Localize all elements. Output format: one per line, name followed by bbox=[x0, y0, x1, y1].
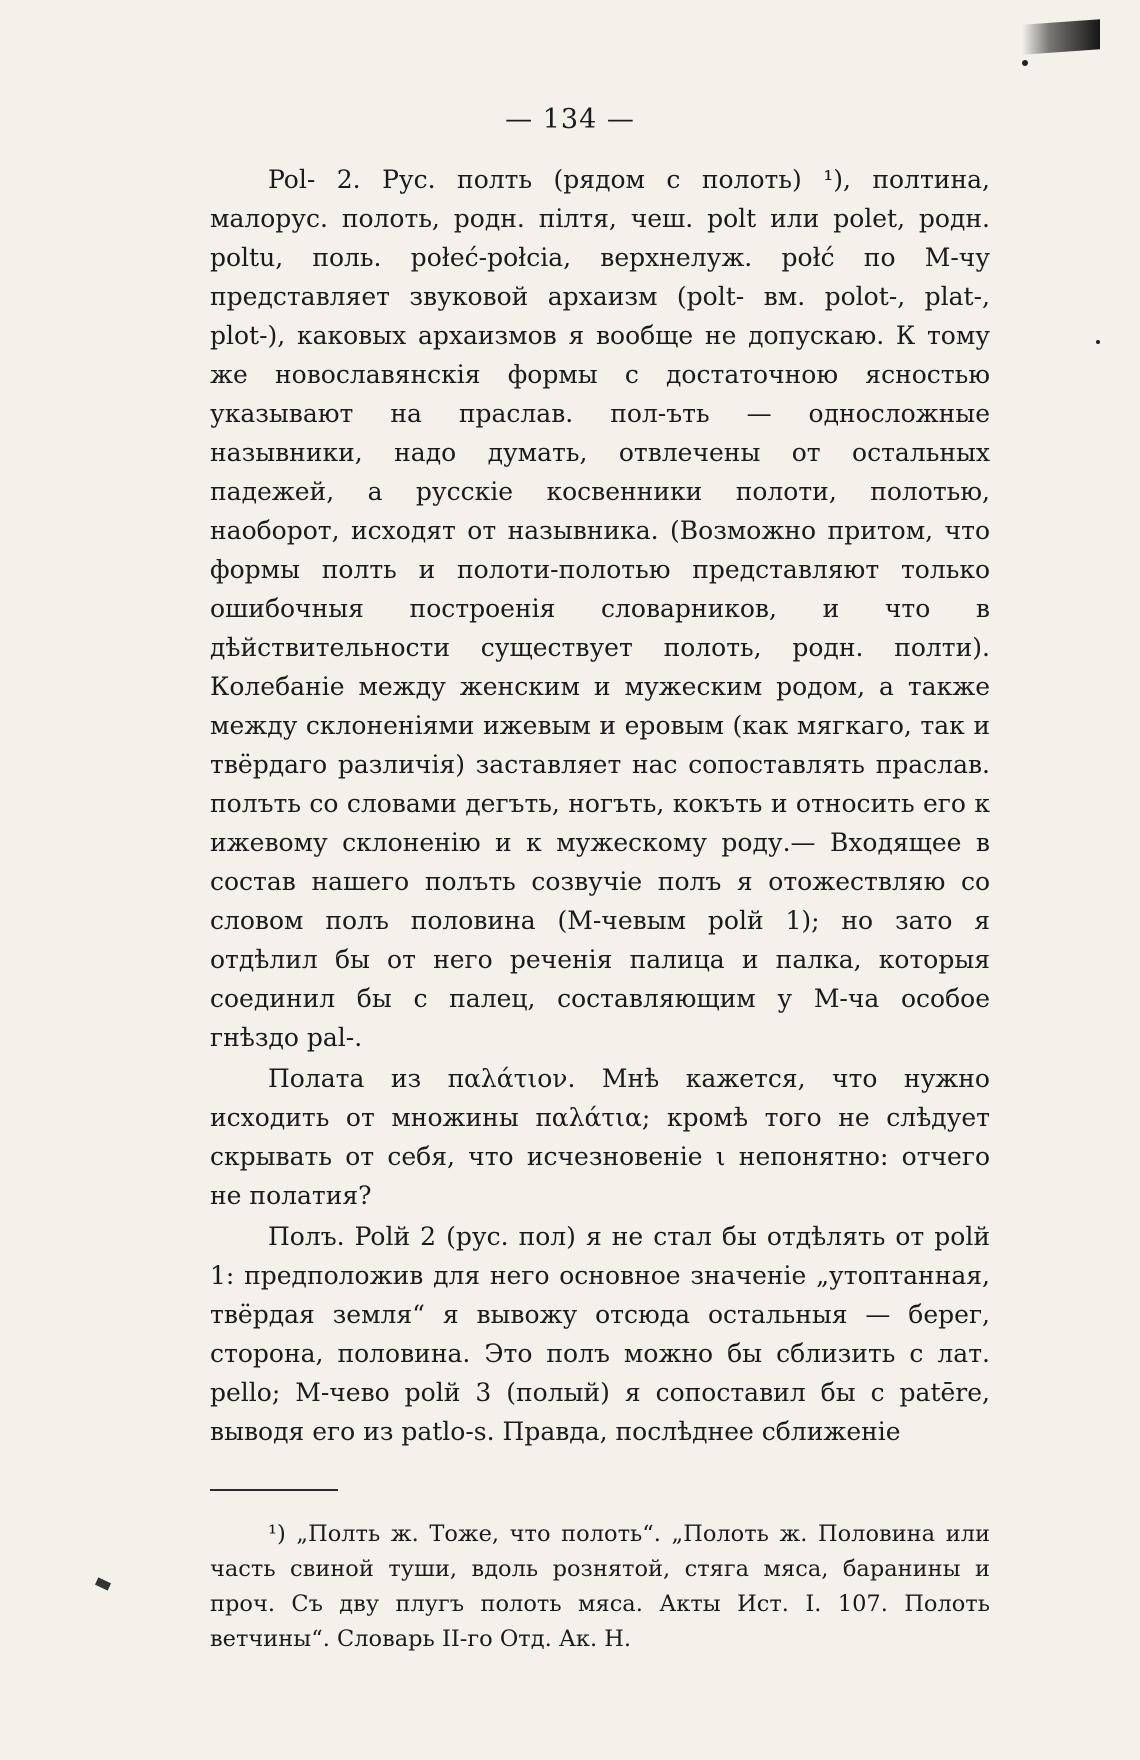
scan-artifact-dot bbox=[1096, 340, 1100, 344]
scan-artifact-bottom bbox=[95, 1577, 111, 1590]
paragraph-pol-2: Pol- 2. Рус. полть (рядом с полоть) ¹), полтина, малорус. полоть, родн. пiлтя, чеш. polt или polet, родн. poltu, поль. połeć-połcia, верхнелуж. połć по М-чу представляет звуковой архаизм (polt- вм. polot-, plat-, plot-), каковых архаизмов я вообще не допускаю. К тому же новославянскiя формы с достаточною ясностью указывают на праслав. пол-ъть — односложные назывники, надо думать, отвлечены от остальных падежей, а русскiе косвенники полоти, полотью, наоборот, исходят от назывника. (Возможно притом, что формы полть и полоти-полотью представляют только ошибочныя построенiя словарников, и что в дѣйствительности существует полоть, родн. полти). Колебанiе между женским и мужеским родом, а также между склоненiями ижевым и еровым (как мягкаго, так и твёрдаго различiя) заставляет нас сопоставлять праслав. полъть со словами дегъть, ногъть, кокъть и относить его к ижевому склоненiю и к мужескому роду.— Входящее в состав нашего полъть созвучiе полъ я отожествляю со словом полъ половина (М-чевым polй 1); но зато я отдѣлил бы от него реченiя палица и палка, которыя соединил бы с палец, составляющим у М-ча особое гнѣздо pal-. bbox=[210, 165, 990, 1052]
scan-artifact-top bbox=[1022, 19, 1100, 54]
page-number: — 134 — bbox=[505, 104, 635, 135]
page-body bbox=[210, 160, 990, 1657]
footnote: ¹) „Полть ж. Тоже, что полоть“. „Полоть ж. Половина или часть свиной туши, вдоль рознятой, стяга мяса, баранины и проч. Съ дву плугъ полоть мяса. Акты Ист. I. 107. Полоть ветчины“. Словарь II-го Отд. Ак. Н. bbox=[210, 1521, 990, 1652]
scan-artifact-dot bbox=[1022, 60, 1028, 66]
footnote-divider bbox=[210, 1489, 338, 1491]
paragraph-pol: Полъ. Polй 2 (рус. пол) я не стал бы отдѣлять от polй 1: предположив для него основное значенiе „утоптанная, твёрдая земля“ я вывожу отсюда остальныя — берег, сторона, половина. Это полъ можно бы сблизить с лат. pello; М-чево polй 3 (полый) я сопоставил бы с patēre, выводя его из patlo-s. Правда, послѣднее сближенiе bbox=[210, 1222, 990, 1446]
paragraph-polata: Полата из παλάτιον. Мнѣ кажется, что нужно исходить от множины παλάτια; кромѣ того не слѣдует скрывать от себя, что исчезновенiе ι непонятно: отчего не полатия? bbox=[210, 1064, 990, 1210]
